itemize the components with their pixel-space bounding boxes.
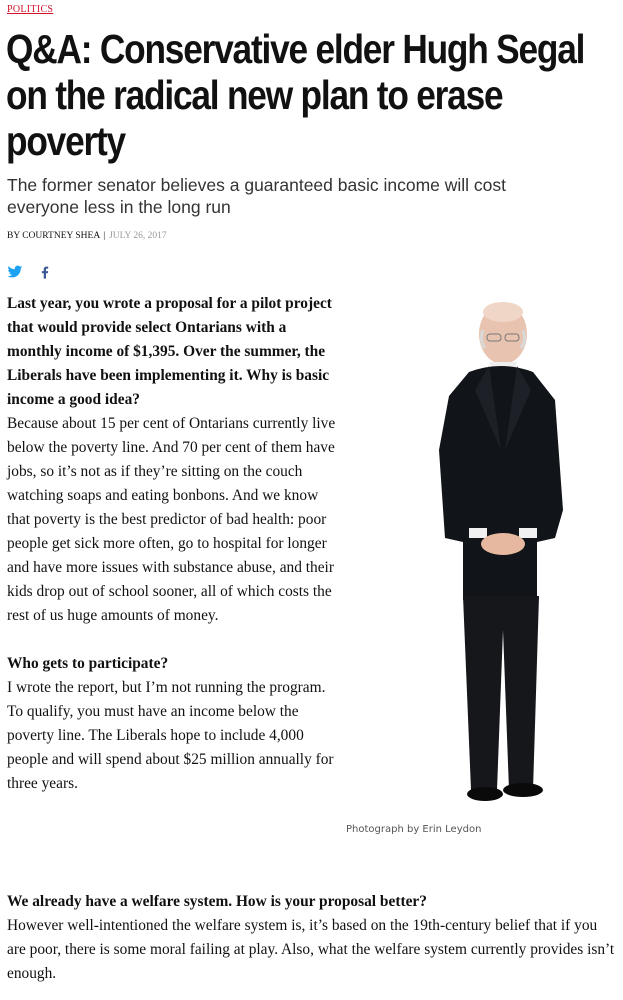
portrait-photo — [405, 300, 575, 820]
share-bar — [7, 264, 53, 280]
question-1: Last year, you wrote a proposal for a pilot project that would provide select Ontarians with a monthly income of $1,395. Over the summer, the Liberals have been implementing it. Why is basic income a good idea? — [7, 295, 332, 408]
answer-2: I wrote the report, but I’m not running the program. To qualify, you must have an income below the poverty line. The Liberals hope to include 4,000 people and will spend about $25 million annually for three years. — [7, 679, 334, 792]
qa-continued — [7, 890, 617, 986]
author-link[interactable]: BY COURTNEY SHEA — [7, 231, 101, 241]
question-3: We already have a welfare system. How is your proposal better? — [7, 893, 427, 910]
qa-column — [7, 292, 337, 796]
twitter-icon[interactable] — [7, 264, 23, 280]
facebook-icon[interactable] — [37, 264, 53, 280]
byline-separator: | — [103, 231, 106, 241]
publish-date: JULY 26, 2017 — [109, 231, 167, 241]
section-link[interactable]: POLITICS — [7, 4, 54, 15]
answer-1: Because about 15 per cent of Ontarians currently live below the poverty line. And 70 per cent of them have jobs, so it’s not as if they’re sitting on the couch watching soaps and eating bonbons. And we know that poverty is the best predictor of bad health: poor people get sick more often, go to hospital for longer and have more issues with substance abuse, and their kids drop out of school sooner, all of which costs the rest of us huge amounts of money. — [7, 415, 336, 624]
answer-3: However well-intentioned the welfare system is, it’s based on the 19th-century belief that if you are poor, there is some moral failing at play. Also, what the welfare system currently provides isn’t enough. — [7, 917, 615, 982]
photo-caption: Photograph by Erin Leydon — [346, 824, 482, 835]
headline: Q&A: Conservative elder Hugh Segal on the radical new plan to erase poverty — [6, 26, 585, 164]
question-2: Who gets to participate? — [7, 655, 169, 672]
byline — [7, 231, 167, 241]
dek: The former senator believes a guaranteed basic income will cost everyone less in the long run — [7, 175, 506, 217]
